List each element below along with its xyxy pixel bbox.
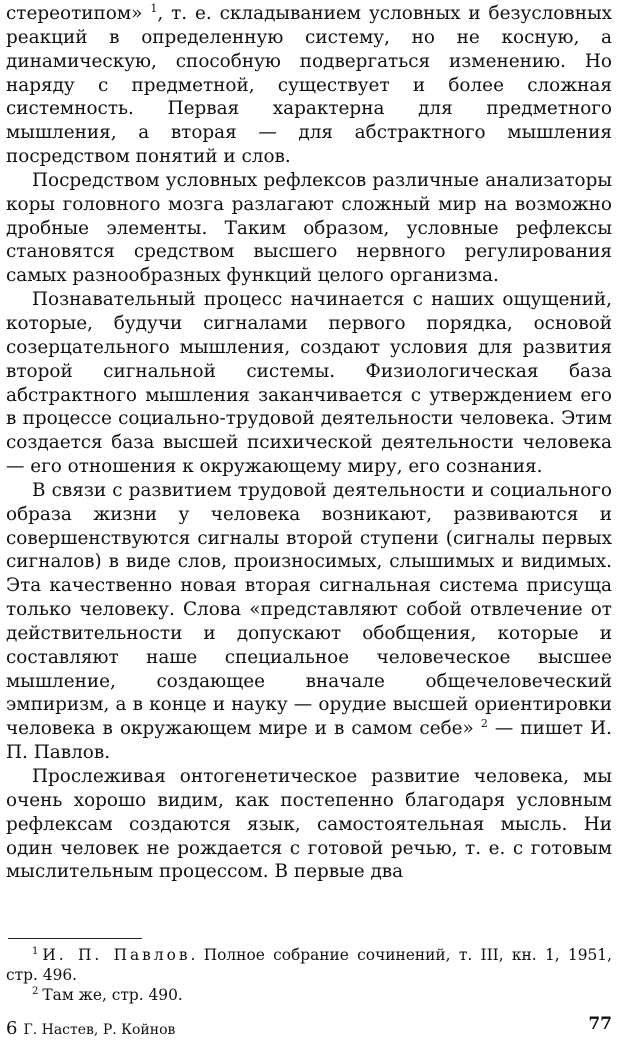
page-footer (6, 1014, 612, 1038)
paragraph-1-text-1: стереотипом» (6, 3, 151, 24)
footnote-ref-1[interactable]: 1 (150, 2, 158, 15)
paragraph-1-text-2: , т. е. складыванием условных и безусловных реакций в определенную систему, но не косную, а динамическую, способную подвергаться изменению. Но наряду с предметной, существует и более сложная системность. Первая характерна для предметного мышления, а вторая — для абстрактного мышления посредством понятий и слов. (6, 3, 613, 168)
paragraph-4-text-1: В связи с развитием трудовой деятельности и социального образа жизни у человека возникают, развиваются и совершенствуются сигналы второй ступени (сигналы первых сигналов) в виде слов, произносимых, слышимых и видимых. Эта качественно новая вторая сигнальная система присуща только человеку. Слова «представляют собой отвлечение от действительности и допускают обобщения, которые и составляют наше специальное человеческое высшее мышление, создающее вначале общечеловеческий эмпиризм, а в конце и науку — орудие высшей ориентировки человека в окружающем мире и в самом себе» (6, 479, 612, 740)
footnote-1-marker: 1 (32, 946, 39, 957)
footnote-1-author: И. П. Павлов (42, 946, 191, 964)
paragraph-2 (6, 169, 612, 288)
footnote-1-text: . Полное собрание сочинений, т. III, кн. 1, 1951, стр. 496. (6, 946, 612, 984)
paragraph-5 (6, 765, 612, 884)
footnote-1 (6, 945, 612, 985)
page-number: 77 (588, 1014, 612, 1034)
footnote-divider (8, 938, 142, 939)
paragraph-1 (6, 2, 612, 169)
main-text (6, 2, 612, 884)
footnote-ref-2[interactable]: 2 (480, 717, 488, 731)
paragraph-4-text-2: — пишет И. П. Павлов. (6, 718, 612, 764)
footnote-2-marker: 2 (32, 986, 39, 997)
signature-text: Г. Настев, Р. Койнов (23, 1022, 176, 1038)
paragraph-3-text: Познавательный процесс начинается с наших ощущений, которые, будучи сигналами первого порядка, основой созерцательного мышления, создают условия для развития второй сигнальной системы. Физиологическая база абстрактного мышления заканчивается с утверждением его в процессе социально-трудовой деятельности человека. Этим создается база высшей психической деятельности человека — его отношения к окружающему миру, его сознания. (6, 289, 612, 478)
paragraph-5-text: Прослеживая онтогенетическое развитие человека, мы очень хорошо видим, как постепенно благодаря условным рефлексам создаются язык, самостоятельная мысль. Ни один человек не рождается с готовой речью, т. е. с готовым мыслительным процессом. В первые два (6, 766, 612, 883)
signature-number: 6 (6, 1018, 18, 1039)
footnotes (6, 945, 612, 1005)
paragraph-3 (6, 288, 612, 479)
paragraph-4 (6, 479, 612, 765)
printer-signature (6, 1018, 175, 1039)
footnote-2-text: Там же, стр. 490. (42, 986, 183, 1004)
footnote-2 (6, 985, 612, 1005)
paragraph-2-text: Посредством условных рефлексов различные анализаторы коры головного мозга разлагают сложный мир на возможно дробные элементы. Таким образом, условные рефлексы становятся средством высшего нервного регулирования самых разнообразных функций целого организма. (6, 169, 612, 287)
